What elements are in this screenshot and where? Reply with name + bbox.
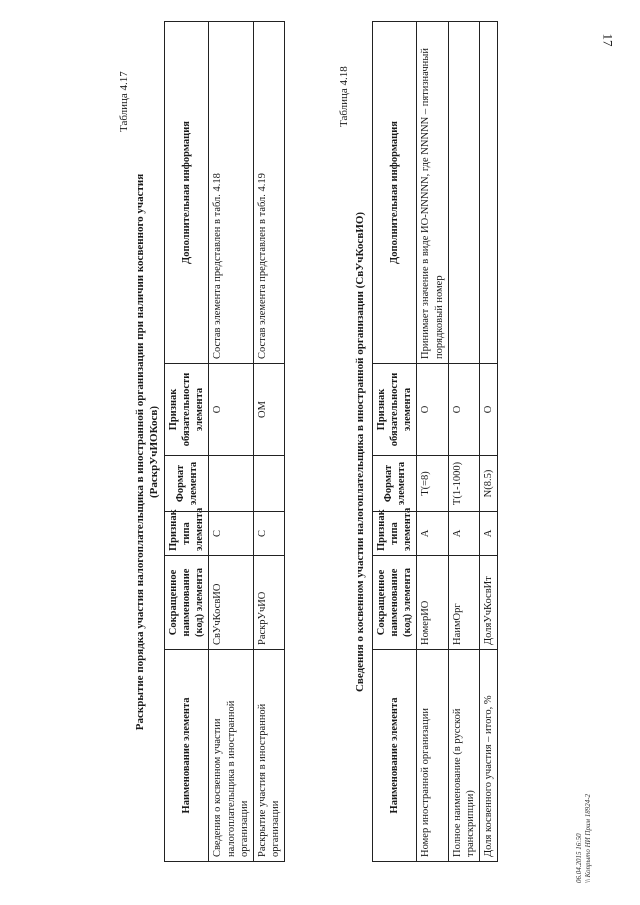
- cell-info: [448, 22, 479, 364]
- table-header-row: [165, 22, 209, 862]
- table-4-18-title: Сведения о косвенном участии налогоплательщика в иностранной организации (СвУчКосвИО): [354, 211, 366, 693]
- table-4-17-title-line2: (РаскрУчИОКосв): [148, 405, 160, 499]
- table-row: [209, 22, 253, 862]
- table-row: [417, 22, 448, 862]
- cell-format: [253, 456, 284, 512]
- cell-type: А: [479, 512, 497, 556]
- table-4-18: [372, 21, 498, 862]
- header-required: Признак обязательности элемента: [165, 364, 209, 456]
- cell-code: НаимОрг: [448, 556, 479, 650]
- header-code: Сокращенное наименование (код) элемента: [373, 556, 417, 650]
- table-header-row: [373, 22, 417, 862]
- table-row: [448, 22, 479, 862]
- header-type: Признак типа элемента: [373, 512, 417, 556]
- cell-name: Номер иностранной организации: [417, 650, 448, 862]
- cell-name: Полное наименование (в русской транскрипции): [448, 650, 479, 862]
- cell-required: ОМ: [253, 364, 284, 456]
- table-row: [479, 22, 497, 862]
- cell-format: Т(1-1000): [448, 456, 479, 512]
- cell-required: О: [479, 364, 497, 456]
- cell-code: СвУчКосвИО: [209, 556, 253, 650]
- header-name: Наименование элемента: [165, 650, 209, 862]
- cell-type: С: [253, 512, 284, 556]
- cell-code: РаскрУчИО: [253, 556, 284, 650]
- table-row: [253, 22, 284, 862]
- header-info: Дополнительная информация: [373, 22, 417, 364]
- cell-required: О: [448, 364, 479, 456]
- cell-type: А: [448, 512, 479, 556]
- cell-name: Доля косвенного участия – итого, %: [479, 650, 497, 862]
- header-format: Формат элемента: [373, 456, 417, 512]
- cell-format: [209, 456, 253, 512]
- page-number: 17: [600, 33, 616, 47]
- cell-type: А: [417, 512, 448, 556]
- rotated-page-content: [70, 17, 590, 887]
- cell-required: О: [417, 364, 448, 456]
- header-format: Формат элемента: [165, 456, 209, 512]
- header-code: Сокращенное наименование (код) элемента: [165, 556, 209, 650]
- cell-code: ДоляУчКосвИт: [479, 556, 497, 650]
- print-footer: [575, 794, 592, 883]
- footer-line-1: 06.04.2015 16:50: [575, 833, 584, 883]
- cell-info: Состав элемента представлен в табл. 4.19: [253, 22, 284, 364]
- table-4-17: [164, 21, 285, 862]
- header-name: Наименование элемента: [373, 650, 417, 862]
- table-4-17-label: Таблица 4.17: [118, 71, 130, 132]
- cell-name: Раскрытие участия в иностранной организации: [253, 650, 284, 862]
- footer-line-2: \\ Копрыто НИ Прим 18924-2: [583, 793, 592, 883]
- cell-type: С: [209, 512, 253, 556]
- cell-info: [479, 22, 497, 364]
- header-info: Дополнительная информация: [165, 22, 209, 364]
- header-required: Признак обязательности элемента: [373, 364, 417, 456]
- header-type: Признак типа элемента: [165, 512, 209, 556]
- cell-required: О: [209, 364, 253, 456]
- table-4-18-label: Таблица 4.18: [338, 66, 350, 127]
- cell-code: НомерИО: [417, 556, 448, 650]
- cell-info: Принимает значение в виде ИО-NNNNN, где NNNNN – пятизначный порядковый номер: [417, 22, 448, 364]
- cell-name: Сведения о косвенном участии налогоплательщика в иностранной организации: [209, 650, 253, 862]
- table-4-17-title-line1: Раскрытие порядка участия налогоплательщика в иностранной организации при наличии косвенного участия: [134, 173, 146, 731]
- cell-info: Состав элемента представлен в табл. 4.18: [209, 22, 253, 364]
- cell-format: Т(=8): [417, 456, 448, 512]
- cell-format: N(8.5): [479, 456, 497, 512]
